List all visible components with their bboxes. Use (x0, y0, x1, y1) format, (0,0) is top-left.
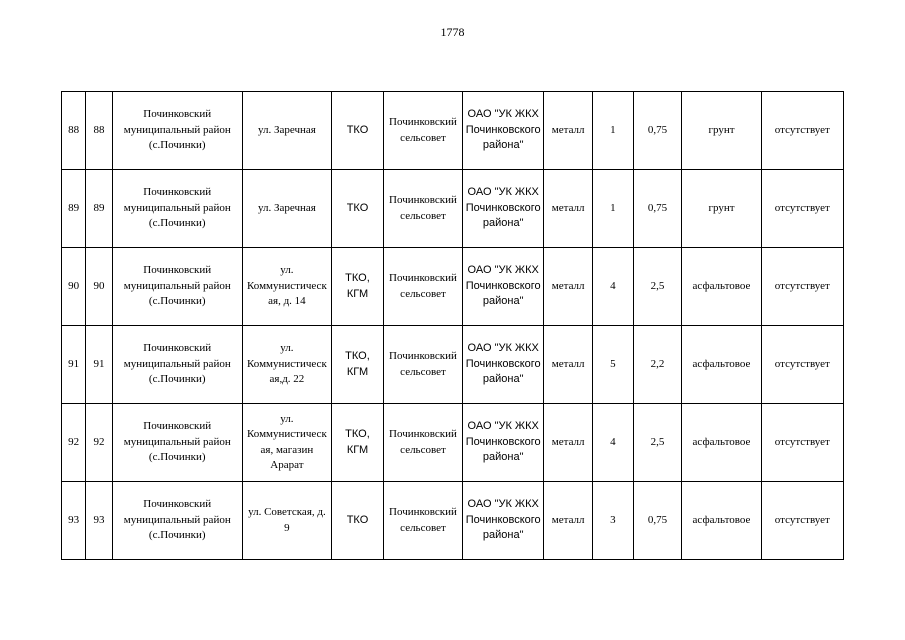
waste-sites-table (61, 91, 844, 560)
operator-cell: ОАО "УК ЖКХ Починковского района" (463, 248, 544, 326)
operator-cell: ОАО "УК ЖКХ Починковского района" (463, 326, 544, 404)
row-index-cell: 93 (62, 482, 86, 560)
site-number-cell: 91 (86, 326, 112, 404)
table-row (62, 404, 844, 482)
operator-cell: ОАО "УК ЖКХ Починковского района" (463, 92, 544, 170)
district-cell: Починковский муниципальный район (с.Починки) (112, 170, 242, 248)
volume-cell: 2,5 (633, 248, 682, 326)
waste-type-cell: ТКО, КГМ (332, 248, 384, 326)
material-cell: металл (544, 170, 593, 248)
row-index-cell: 90 (62, 248, 86, 326)
material-cell: металл (544, 482, 593, 560)
waste-type-cell: ТКО (332, 482, 384, 560)
container-count-cell: 4 (593, 404, 634, 482)
container-count-cell: 5 (593, 326, 634, 404)
site-number-cell: 89 (86, 170, 112, 248)
page-number: 1778 (440, 25, 465, 39)
operator-cell: ОАО "УК ЖКХ Починковского района" (463, 482, 544, 560)
volume-cell: 2,5 (633, 404, 682, 482)
material-cell: металл (544, 92, 593, 170)
material-cell: металл (544, 326, 593, 404)
site-number-cell: 92 (86, 404, 112, 482)
address-cell: ул. Советская, д. 9 (242, 482, 331, 560)
surface-cell: грунт (682, 92, 761, 170)
table-row (62, 170, 844, 248)
address-cell: ул. Заречная (242, 170, 331, 248)
surface-cell: асфальтовое (682, 482, 761, 560)
material-cell: металл (544, 404, 593, 482)
settlement-cell: Починковский сельсовет (383, 170, 462, 248)
surface-cell: грунт (682, 170, 761, 248)
fence-cell: отсутствует (761, 170, 843, 248)
fence-cell: отсутствует (761, 326, 843, 404)
waste-type-cell: ТКО, КГМ (332, 326, 384, 404)
fence-cell: отсутствует (761, 92, 843, 170)
row-index-cell: 89 (62, 170, 86, 248)
settlement-cell: Починковский сельсовет (383, 404, 462, 482)
volume-cell: 2,2 (633, 326, 682, 404)
container-count-cell: 3 (593, 482, 634, 560)
settlement-cell: Починковский сельсовет (383, 482, 462, 560)
site-number-cell: 93 (86, 482, 112, 560)
district-cell: Починковский муниципальный район (с.Починки) (112, 92, 242, 170)
waste-type-cell: ТКО (332, 170, 384, 248)
row-index-cell: 91 (62, 326, 86, 404)
volume-cell: 0,75 (633, 482, 682, 560)
settlement-cell: Починковский сельсовет (383, 92, 462, 170)
operator-cell: ОАО "УК ЖКХ Починковского района" (463, 404, 544, 482)
settlement-cell: Починковский сельсовет (383, 326, 462, 404)
container-count-cell: 1 (593, 170, 634, 248)
district-cell: Починковский муниципальный район (с.Починки) (112, 404, 242, 482)
address-cell: ул. Коммунистическая, д. 14 (242, 248, 331, 326)
table-row (62, 248, 844, 326)
table-row (62, 482, 844, 560)
table-row (62, 326, 844, 404)
waste-type-cell: ТКО (332, 92, 384, 170)
table-row (62, 92, 844, 170)
settlement-cell: Починковский сельсовет (383, 248, 462, 326)
waste-type-cell: ТКО, КГМ (332, 404, 384, 482)
fence-cell: отсутствует (761, 404, 843, 482)
material-cell: металл (544, 248, 593, 326)
district-cell: Починковский муниципальный район (с.Починки) (112, 482, 242, 560)
fence-cell: отсутствует (761, 248, 843, 326)
surface-cell: асфальтовое (682, 326, 761, 404)
container-count-cell: 4 (593, 248, 634, 326)
site-number-cell: 88 (86, 92, 112, 170)
surface-cell: асфальтовое (682, 248, 761, 326)
address-cell: ул. Заречная (242, 92, 331, 170)
volume-cell: 0,75 (633, 92, 682, 170)
district-cell: Починковский муниципальный район (с.Починки) (112, 326, 242, 404)
address-cell: ул. Коммунистическая, магазин Арарат (242, 404, 331, 482)
volume-cell: 0,75 (633, 170, 682, 248)
district-cell: Починковский муниципальный район (с.Починки) (112, 248, 242, 326)
container-count-cell: 1 (593, 92, 634, 170)
operator-cell: ОАО "УК ЖКХ Починковского района" (463, 170, 544, 248)
row-index-cell: 92 (62, 404, 86, 482)
site-number-cell: 90 (86, 248, 112, 326)
surface-cell: асфальтовое (682, 404, 761, 482)
row-index-cell: 88 (62, 92, 86, 170)
fence-cell: отсутствует (761, 482, 843, 560)
address-cell: ул. Коммунистическая,д. 22 (242, 326, 331, 404)
